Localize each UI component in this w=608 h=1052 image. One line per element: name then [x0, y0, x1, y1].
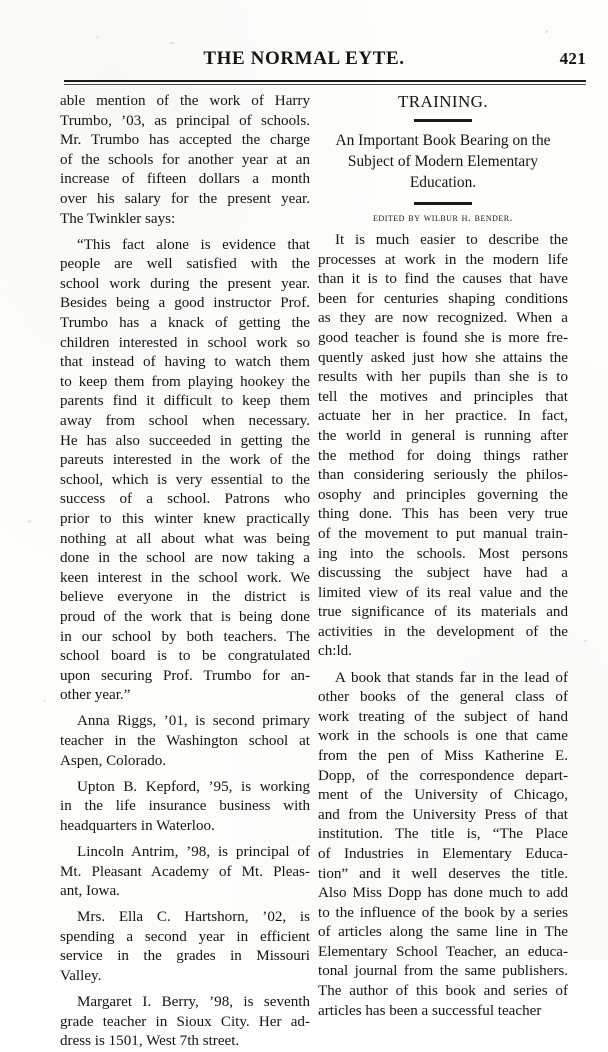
right-column — [318, 92, 568, 1019]
text-line: He has also succeeded in getting the — [60, 432, 310, 449]
article-subhead — [318, 130, 568, 193]
text-line: success of a school. Patrons who — [60, 491, 310, 508]
subhead-rule — [414, 202, 472, 205]
text-line: than considering seriously the philos- — [318, 467, 568, 484]
text-line: school, which is very essential to the — [60, 471, 310, 488]
text-line: nothing at all about what was being — [60, 530, 310, 547]
text-line: headquarters in Waterloo. — [60, 817, 215, 834]
text-line: good teacher is found she is more fre- — [318, 329, 568, 346]
text-line: in the life insurance business with — [60, 798, 310, 815]
text-line: as they are now recognized. When a — [318, 310, 568, 327]
text-line: able mention of the work of Harry — [60, 93, 310, 109]
text-line: work in the schools is one that came — [318, 728, 568, 745]
text-line: tell the motives and principles that — [318, 388, 568, 405]
text-line: Mt. Pleasant Academy of Mt. Pleas- — [60, 863, 310, 880]
text-line: Valley. — [60, 968, 102, 985]
scan-speck — [96, 36, 99, 38]
text-line: away from school when necessary. — [60, 413, 310, 429]
text-line: other year.” — [60, 687, 131, 704]
journal-title: THE NORMAL EYTE. — [203, 48, 405, 69]
text-line: institution. The title is, “The Place — [318, 826, 568, 843]
text-line: Elementary School Teacher, an educa- — [318, 943, 568, 960]
text-line: Margaret I. Berry, ’98, is seventh — [77, 994, 310, 1011]
text-line: Aspen, Colorado. — [60, 752, 167, 769]
text-line: to keep them from playing hookey the — [60, 373, 310, 390]
text-line: limited view of its real value and the — [318, 584, 568, 601]
lincoln-antrim-note — [60, 843, 310, 902]
text-line: of articles along the same line in The — [318, 924, 568, 941]
text-line: service in the grades in Missouri — [60, 948, 310, 965]
text-line: Trumbo, ’03, as principal of schools. — [60, 112, 310, 129]
page-number: 421 — [559, 49, 586, 68]
text-line: and from the University Press of that — [318, 806, 568, 823]
text-line: “This fact alone is evidence that — [77, 236, 310, 253]
text-line: Mr. Trumbo has accepted the charge — [60, 132, 310, 149]
text-line: The author of this book and series of — [318, 983, 568, 1000]
text-line: increase of fifteen dollars a month — [60, 171, 310, 188]
text-line: work treating of the subject of hand — [318, 708, 568, 725]
text-line: tion” and it well deserves the title. — [318, 865, 568, 882]
text-line: done in the school are now taking a — [60, 550, 310, 567]
text-line: Besides being a good instructor Prof. — [60, 295, 310, 312]
subhead-line: Subject of Modern Elementary — [347, 153, 539, 170]
text-line: teacher in the Washington school at — [60, 733, 310, 749]
text-line: osophy and principles governing the — [318, 486, 568, 503]
text-line: ch:ld. — [318, 643, 352, 660]
text-line: other books of the general class of — [318, 689, 568, 706]
text-line: keen interest in the school work. We — [60, 569, 310, 586]
right-column-blocks — [318, 231, 568, 1021]
text-line: pareuts interested in the work of the — [60, 452, 310, 469]
text-line: Upton B. Kepford, ’95, is working — [77, 778, 310, 795]
text-line: Lincoln Antrim, ’98, is principal of — [77, 843, 310, 860]
text-line: than it is to find the causes that have — [318, 271, 568, 288]
text-line: A book that stands far in the lead of — [335, 669, 568, 686]
text-line: spending a second year in efficient — [60, 928, 310, 945]
upton-kepford-note — [60, 778, 310, 837]
text-line: The Twinkler says: — [60, 210, 176, 227]
text-line: from the pen of Miss Katherine E. — [318, 747, 568, 764]
left-column-blocks — [60, 92, 310, 1052]
subhead-line: Education. — [409, 174, 477, 191]
dopp-book-paragraph — [318, 669, 568, 1022]
section-title: TRAINING. — [397, 92, 488, 111]
text-line: thing done. This has been very true — [318, 506, 568, 523]
text-line: articles has been a successful teacher — [318, 1002, 542, 1019]
text-line: grade teacher in Sioux City. Her ad- — [60, 1013, 310, 1030]
left-column — [60, 92, 310, 1050]
text-line: quently asked just how she attains the — [318, 349, 568, 366]
text-line: Mrs. Ella C. Hartshorn, ’02, is — [77, 909, 310, 926]
text-line: activities in the development of the — [318, 623, 568, 640]
text-line: the method for doing things rather — [318, 447, 568, 464]
text-line: school board is to be congratulated — [60, 648, 310, 665]
two-column-body — [0, 92, 608, 1050]
text-line: Trumbo has a knack of getting the — [60, 315, 310, 332]
opening-paragraph — [318, 231, 568, 662]
ella-hartshorn-note — [60, 908, 310, 986]
text-line: over his salary for the present year. — [60, 190, 310, 207]
text-line: Also Miss Dopp has done much to add — [318, 885, 568, 902]
text-line: Dopp, of the correspondence depart- — [318, 767, 568, 784]
text-line: school work during the present year. — [60, 275, 310, 292]
text-line: actuate her in her practice. In fact, — [318, 408, 568, 425]
text-line: people are well satisfied with the — [60, 256, 310, 273]
text-line: dress is 1501, West 7th street. — [60, 1033, 240, 1050]
text-line: It is much easier to describe the — [335, 232, 568, 248]
running-head — [0, 48, 608, 74]
text-line: to the influence of the book by a series — [318, 904, 568, 921]
text-line: Anna Riggs, ’01, is second primary — [77, 713, 310, 730]
text-line: children interested in school work so — [60, 334, 310, 351]
margaret-berry-note — [60, 993, 310, 1052]
header-divider-rule — [64, 80, 586, 85]
article-byline: edited by wilbur h. bender. — [373, 212, 513, 224]
subhead-line: An Important Book Bearing on the — [335, 132, 551, 149]
text-line: tonal journal from the same publishers. — [318, 963, 568, 980]
text-line: ant, Iowa. — [60, 883, 120, 900]
text-line: processes at work in the modern life — [318, 251, 568, 268]
scan-speck — [545, 30, 548, 33]
text-line: ing into the schools. Most persons — [318, 545, 568, 562]
text-line: upon securing Prof. Trumbo for an- — [60, 667, 310, 684]
text-line: results with her pupils than she is to — [318, 369, 568, 386]
scan-speck — [170, 42, 174, 44]
text-line: discussing the subject have had a — [318, 565, 568, 582]
text-line: of the schools for another year at an — [60, 151, 310, 168]
twinkler-quote — [60, 236, 310, 706]
text-line: believe everyone in the district is — [60, 589, 310, 606]
text-line: proud of the work that is being done — [60, 608, 310, 625]
text-line: been for centuries shaping conditions — [318, 290, 568, 307]
text-line: ment of the University of Chicago, — [318, 787, 568, 804]
text-line: in our school by both teachers. The — [60, 628, 310, 645]
text-line: the world in general is running after — [318, 427, 568, 444]
text-line: of the movement to put manual train- — [318, 525, 568, 542]
text-line: of Industries in Elementary Educa- — [318, 845, 568, 862]
title-rule — [414, 119, 472, 122]
text-line: true significance of its materials and — [318, 604, 568, 621]
text-line: parents find it difficult to keep them — [60, 393, 310, 410]
anna-riggs-note — [60, 712, 310, 771]
text-line: prior to this winter knew practically — [60, 510, 310, 527]
trumbo-note — [60, 92, 310, 229]
text-line: that instead of having to watch them — [60, 354, 310, 371]
